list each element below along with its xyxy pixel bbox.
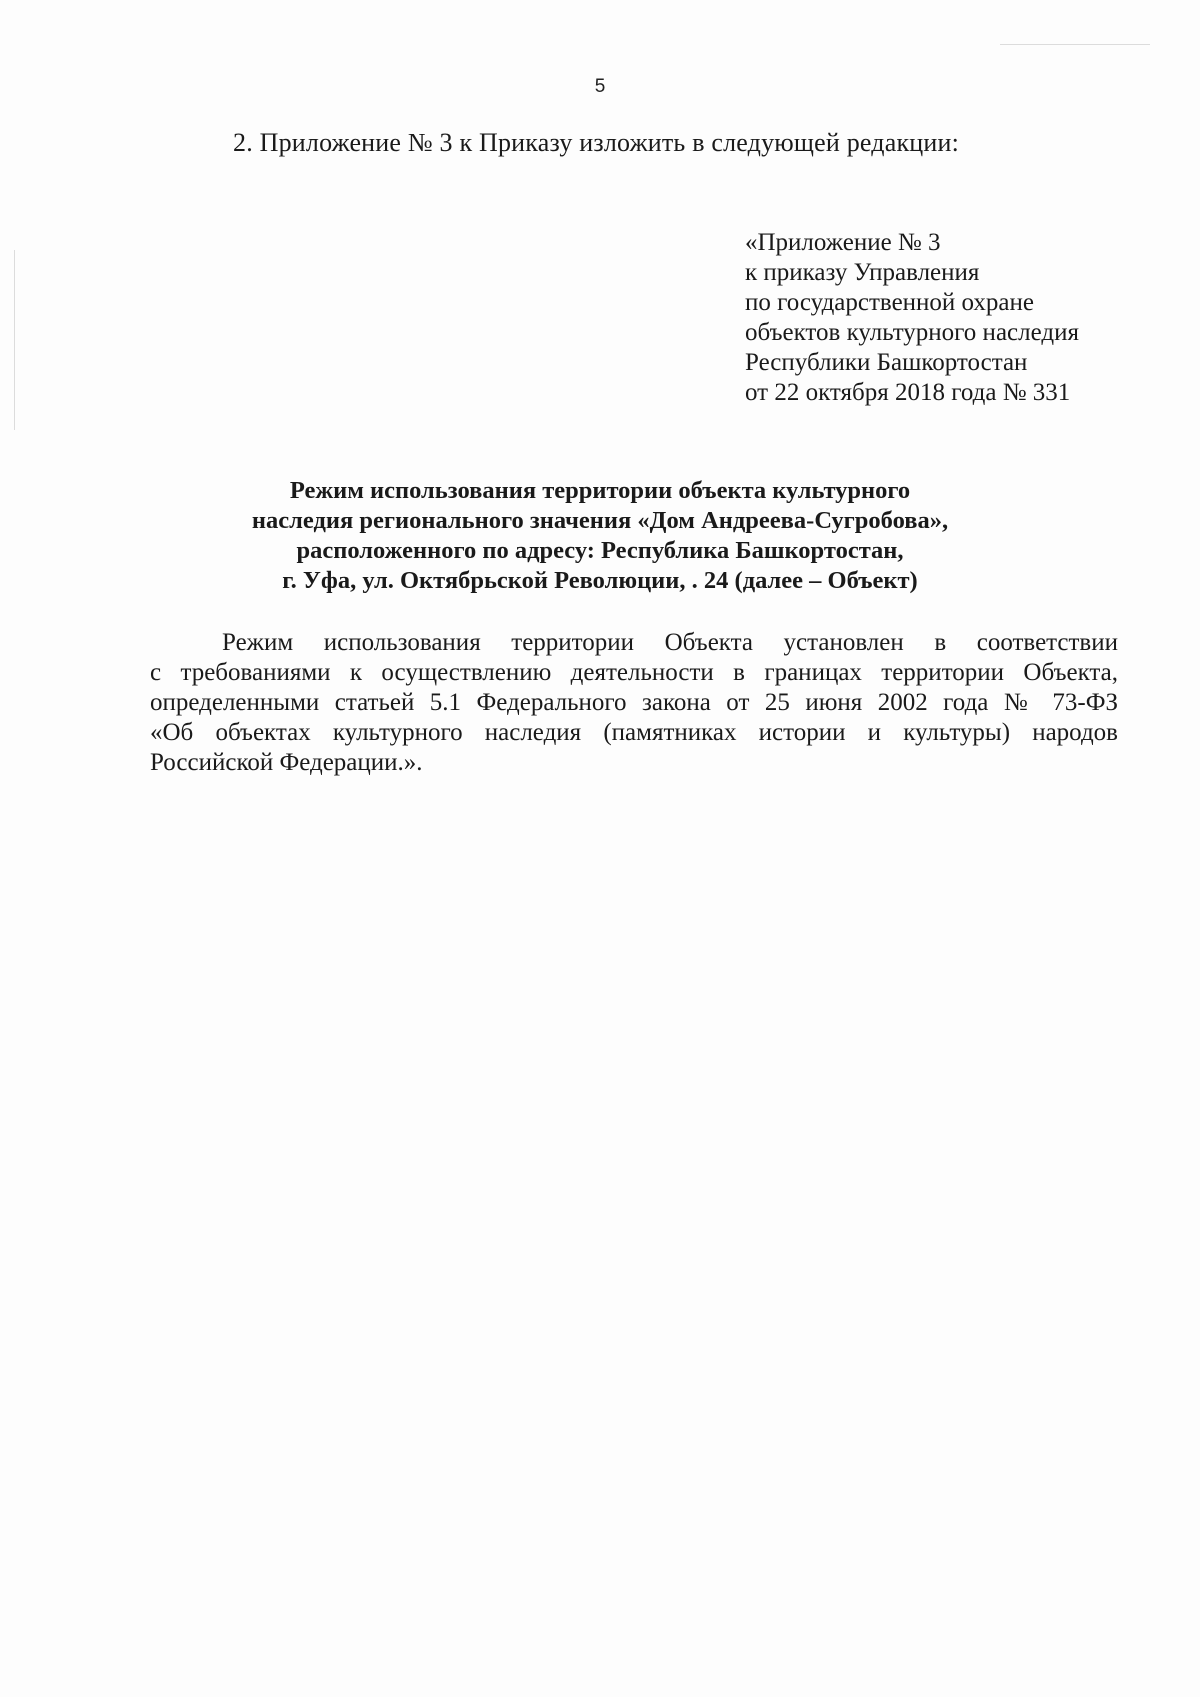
appendix-header (745, 228, 1079, 408)
scan-artifact-top-right (1000, 44, 1150, 45)
body-paragraph (150, 628, 1118, 778)
title-line: расположенного по адресу: Республика Башкортостан, (296, 537, 904, 564)
appendix-header-line: Республики Башкортостан (745, 349, 1028, 376)
title-line: г. Уфа, ул. Октябрьской Революции, . 24 (далее – Объект) (282, 567, 918, 594)
scan-artifact-left-edge (14, 250, 15, 430)
appendix-header-line: объектов культурного наследия (745, 319, 1079, 346)
title-line: наследия регионального значения «Дом Андреева-Сугробова», (251, 507, 949, 534)
body-line: с требованиями к осуществлению деятельности в границах территории Объекта, (150, 659, 1118, 686)
body-line: Российской Федерации.». (150, 749, 423, 776)
intro-paragraph: 2. Приложение № 3 к Приказу изложить в следующей редакции: (233, 128, 960, 157)
appendix-header-line: от 22 октября 2018 года № 331 (745, 379, 1071, 406)
body-line: «Об объектах культурного наследия (памятниках истории и культуры) народов (150, 719, 1118, 746)
title-line: Режим использования территории объекта культурного (289, 477, 911, 504)
appendix-header-line: к приказу Управления (745, 259, 980, 286)
body-line: определенными статьей 5.1 Федерального закона от 25 июня 2002 года № 73-ФЗ (150, 689, 1118, 716)
page-number: 5 (594, 76, 606, 97)
body-line: Режим использования территории Объекта установлен в соответствии (222, 629, 1118, 656)
regime-title (150, 476, 1050, 596)
appendix-header-line: по государственной охране (745, 289, 1035, 316)
appendix-header-line: «Приложение № 3 (745, 229, 941, 256)
